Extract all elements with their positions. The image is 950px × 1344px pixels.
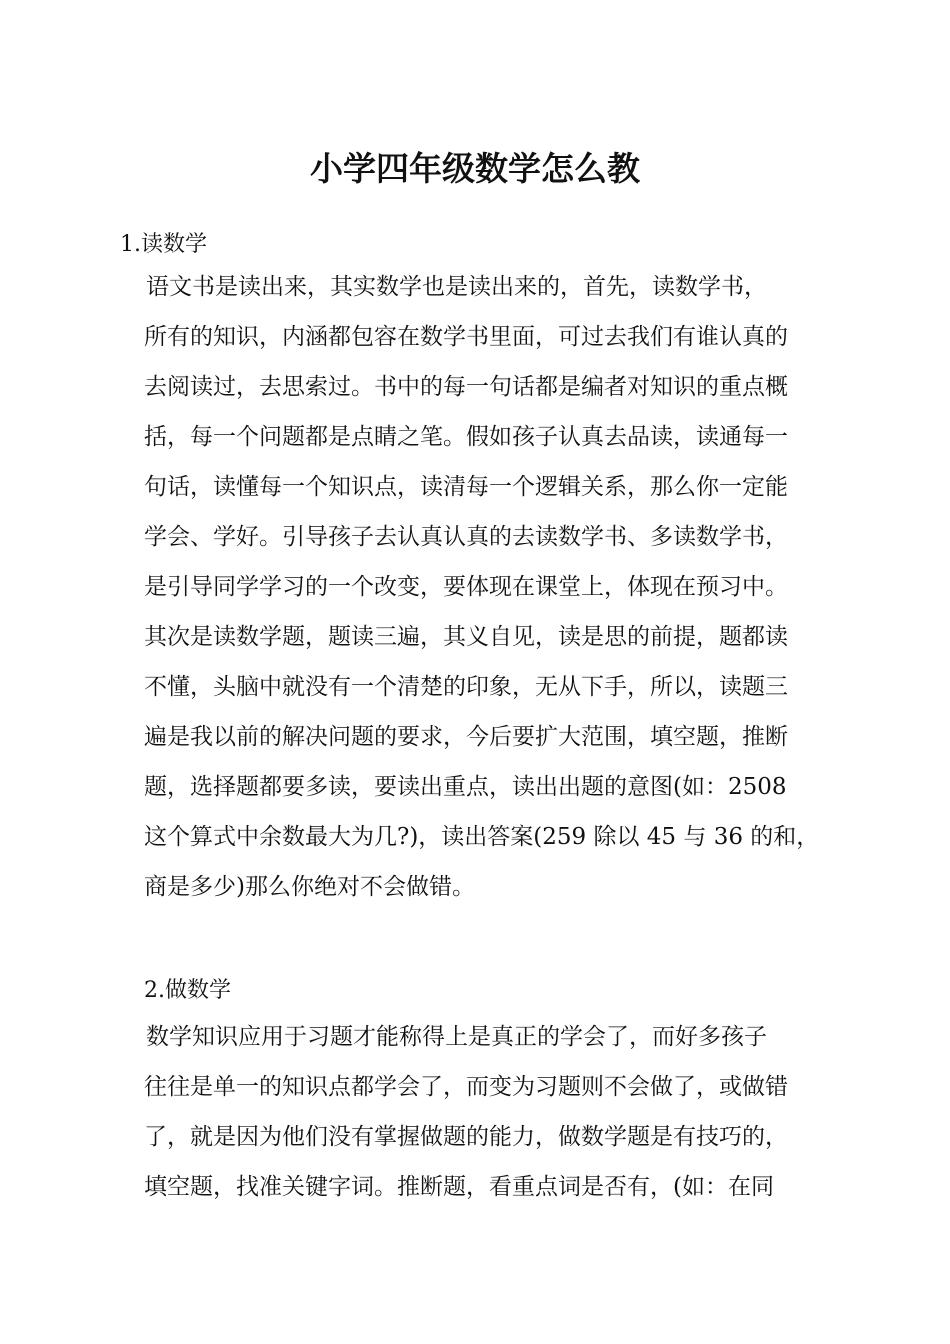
paragraph-line: 学会、学好。引导孩子去认真认真的去读数学书、多读数学书， xyxy=(144,524,788,550)
paragraph-line: 不懂，头脑中就没有一个清楚的印象，无从下手，所以，读题三 xyxy=(144,674,788,700)
section-heading-do-math: 2.做数学 xyxy=(144,978,231,1003)
paragraph-line: 语文书是读出来，其实数学也是读出来的，首先，读数学书， xyxy=(146,274,767,300)
paragraph-line: 商是多少)那么你绝对不会做错。 xyxy=(144,874,475,900)
paragraph-line: 数学知识应用于习题才能称得上是真正的学会了，而好多孩子 xyxy=(146,1024,767,1050)
paragraph-line: 往往是单一的知识点都学会了，而变为习题则不会做了，或做错 xyxy=(144,1074,788,1100)
paragraph-line: 填空题，找准关键字词。推断题，看重点词是否有，(如：在同 xyxy=(144,1174,774,1200)
section-paragraph-do-math xyxy=(120,1012,832,1212)
paragraph-line: 句话，读懂每一个知识点，读清每一个逻辑关系，那么你一定能 xyxy=(144,474,788,500)
paragraph-line: 遍是我以前的解决问题的要求，今后要扩大范围，填空题，推断 xyxy=(144,724,788,750)
paragraph-line: 了，就是因为他们没有掌握做题的能力，做数学题是有技巧的， xyxy=(144,1124,788,1150)
section-heading-read-math: 1.读数学 xyxy=(120,232,207,257)
document-title: 小学四年级数学怎么教 xyxy=(310,149,640,188)
paragraph-line: 题，选择题都要多读，要读出重点，读出出题的意图(如：2508 xyxy=(144,774,787,800)
paragraph-line: 括，每一个问题都是点睛之笔。假如孩子认真去品读，读通每一 xyxy=(144,424,788,450)
section-paragraph-read-math xyxy=(120,262,832,912)
paragraph-line: 这个算式中余数最大为几?)，读出答案(259 除以 45 与 36 的和， xyxy=(144,824,820,850)
paragraph-line: 其次是读数学题，题读三遍，其义自见，读是思的前提，题都读 xyxy=(144,624,788,650)
paragraph-line: 是引导同学学习的一个改变，要体现在课堂上，体现在预习中。 xyxy=(144,574,788,600)
paragraph-line: 所有的知识，内涵都包容在数学书里面，可过去我们有谁认真的 xyxy=(144,324,788,350)
paragraph-line: 去阅读过，去思索过。书中的每一句话都是编者对知识的重点概 xyxy=(144,374,788,400)
